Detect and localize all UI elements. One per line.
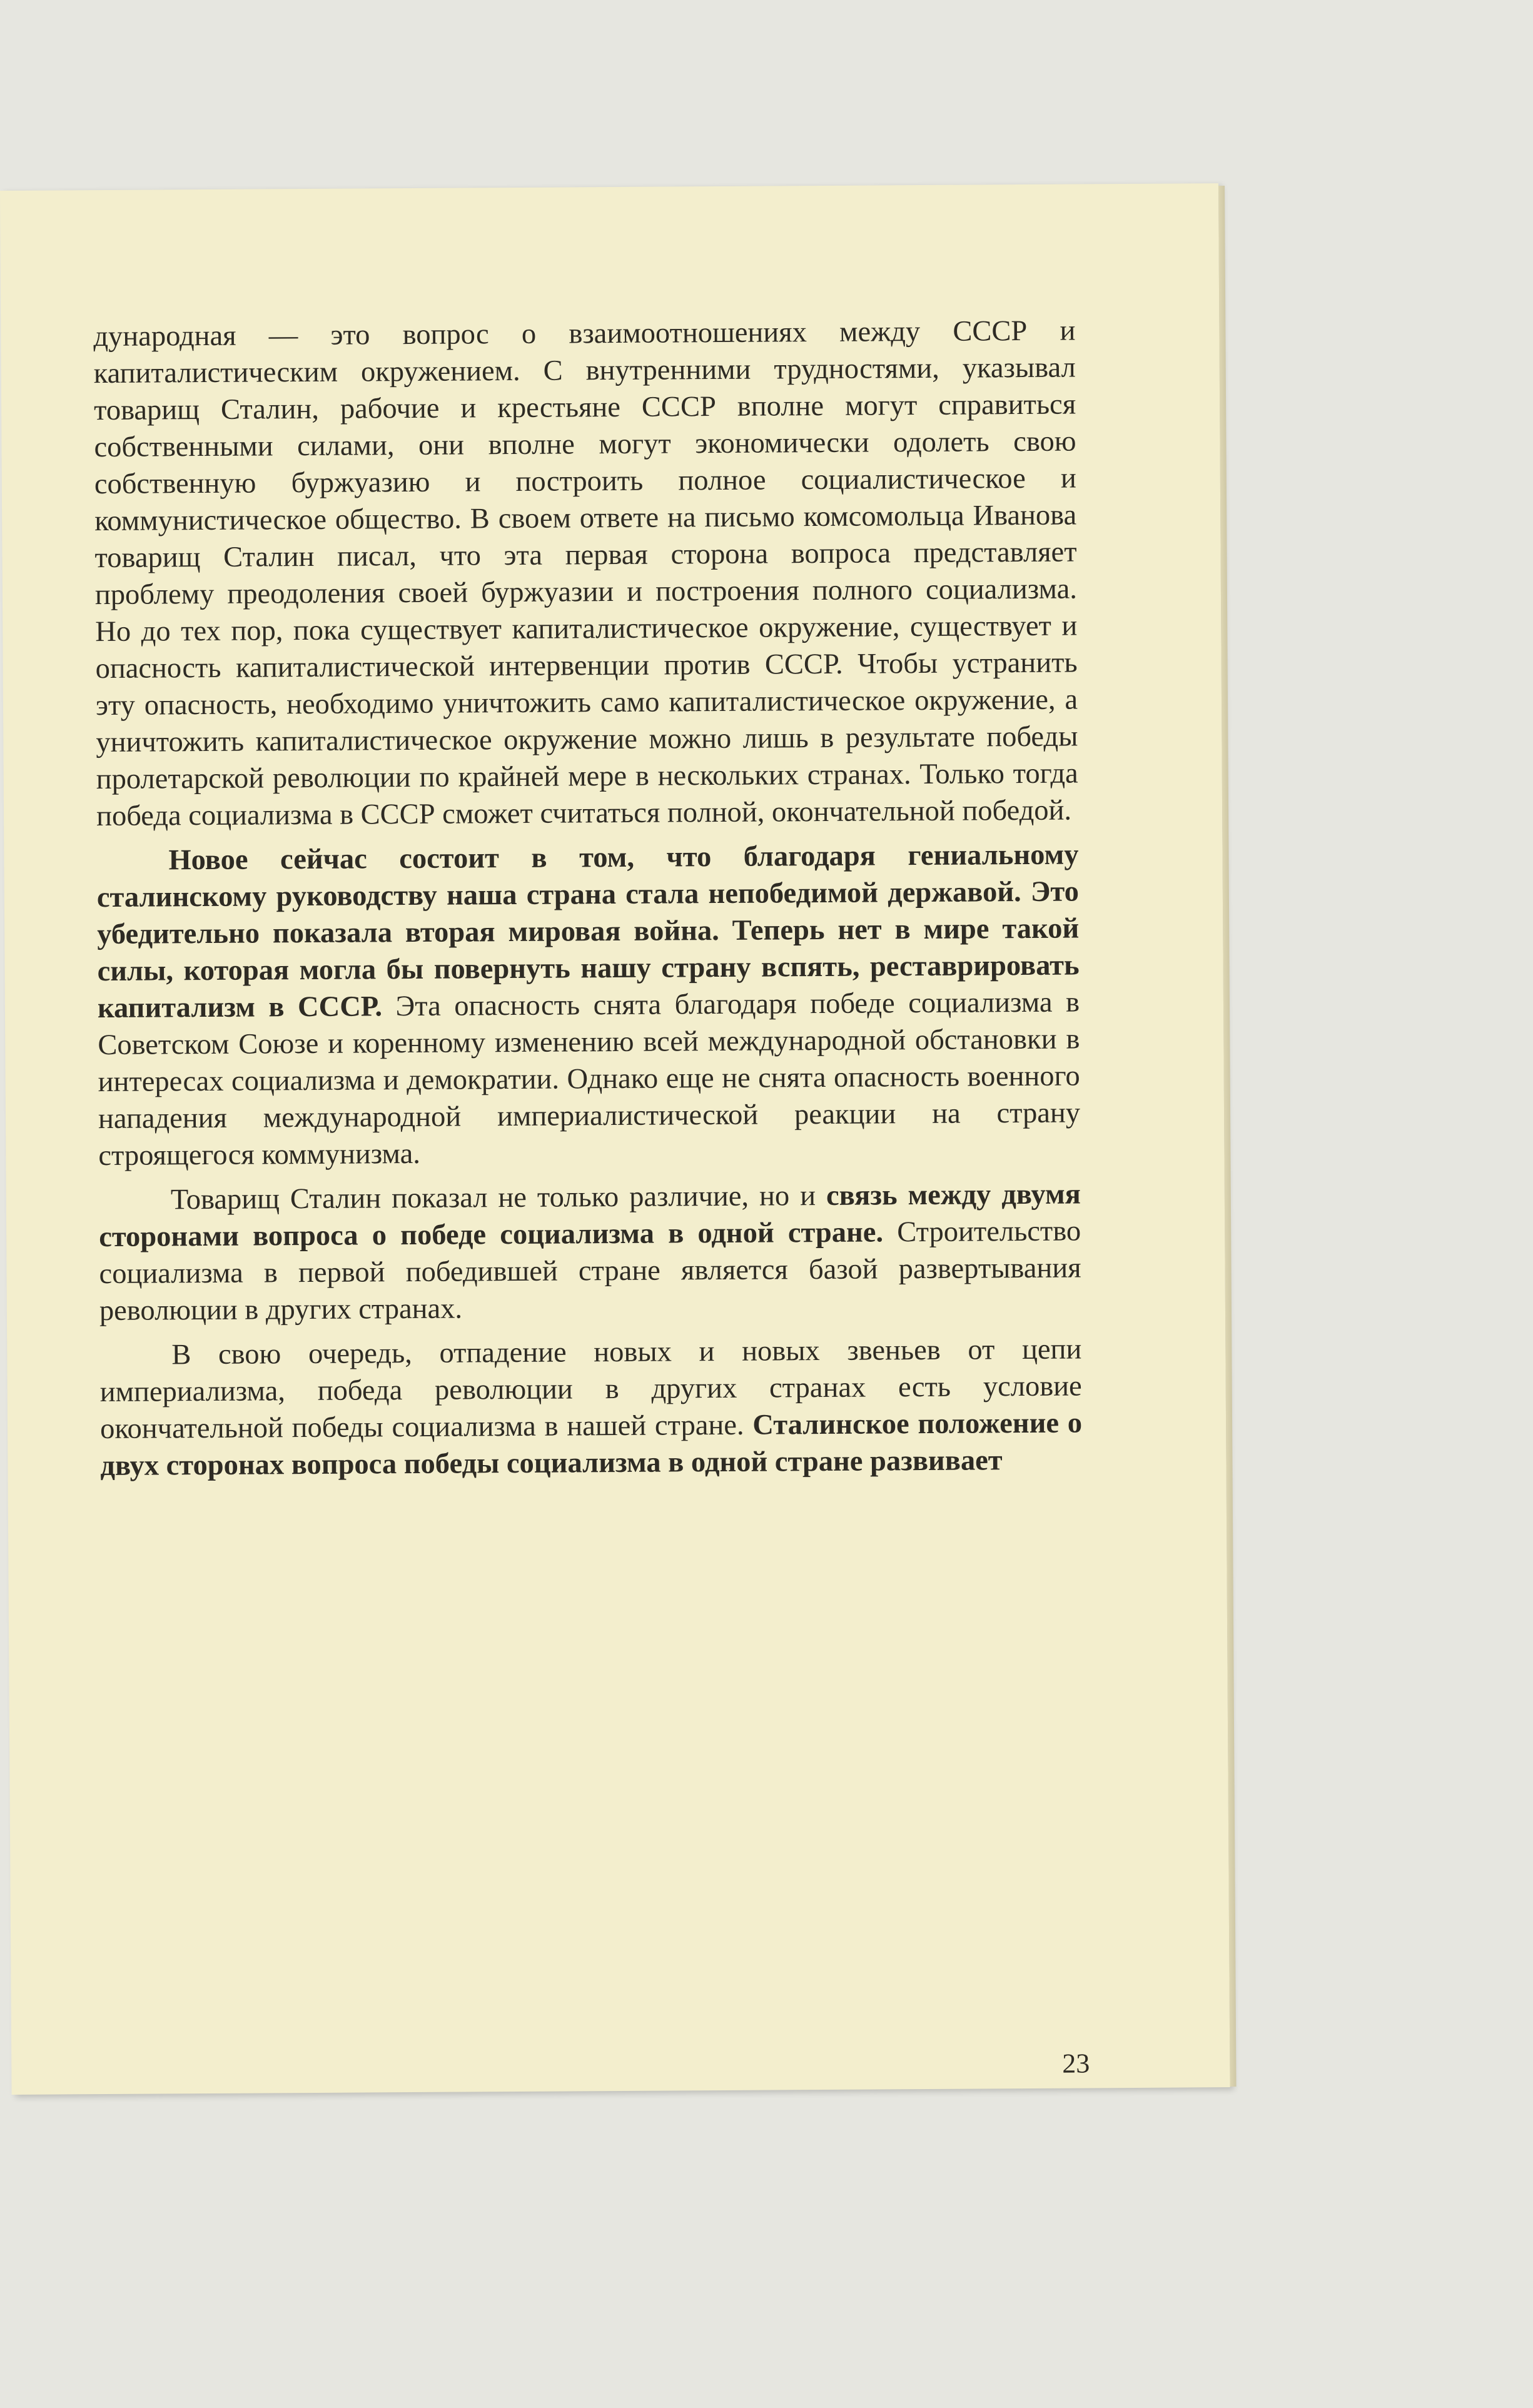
text-run: Строительство социализма в первой победившей стране является базой развертывания революции в других странах. — [99, 1215, 1081, 1327]
paragraph-3 — [99, 1176, 1081, 1329]
paragraph-2 — [96, 836, 1080, 1174]
bold-text-run: связь между двумя сторонами вопроса о победе социализма в одной стране. — [99, 1178, 1081, 1254]
text-run: Товарищ Сталин показал не только различие, но и — [170, 1179, 827, 1216]
book-page — [0, 183, 1230, 2095]
text-run: В свою очередь, отпадение новых и новых звеньев от цепи империализма, победа революции в других странах есть условие окончательной победы социализма в нашей стране. — [99, 1333, 1082, 1446]
page-number: 23 — [1062, 2048, 1090, 2079]
bold-text-run: Новое сейчас состоит в том, что благодаря гениальному сталинскому руководству наша страна стала непобедимой державой. Это убедительно показала вторая мировая война. Теперь нет в мире такой силы, которая могла бы повернуть нашу страну вспять, реставрировать капитализм в СССР. — [96, 839, 1080, 1025]
bold-text-run: Сталинское положение о двух сторонах вопроса победы социализма в одной стране развивает — [100, 1407, 1083, 1483]
paragraph-1 — [93, 313, 1078, 835]
text-run: Эта опасность снята благодаря победе социализма в Советском Союзе и коренному изменению всей международной обстановки в интересах социализма и демократии. Однако еще не снята опасность военного нападения международной империалистической реакции на страну строящегося коммунизма. — [98, 986, 1081, 1172]
text-run: дународная — это вопрос о взаимоотношениях между СССР и капиталистическим окружением. С внутренними трудностями, указывал товарищ Сталин, рабочие и крестьяне СССР вполне могут справиться собственными силами, они вполне могут экономически одолеть свою собственную буржуазию и построить полное социалистическое и коммунистическое общество. В своем ответе на письмо комсомольца Иванова товарищ Сталин писал, что эта первая сторона вопроса представляет проблему преодоления своей буржуазии и построения полного социализма. Но до тех пор, пока существует капиталистическое окружение, существует и опасность капиталистической интервенции против СССР. Чтобы устранить эту опасность, необходимо уничтожить само капиталистическое окружение, а уничтожить капиталистическое окружение можно лишь в результате победы пролетарской революции по крайней мере в нескольких странах. Только тогда победа социализма в СССР сможет считаться полной, окончательной победой. — [93, 315, 1078, 833]
paragraph-4 — [99, 1331, 1082, 1484]
body-text — [93, 313, 1082, 1485]
page-edge — [1218, 186, 1237, 2087]
